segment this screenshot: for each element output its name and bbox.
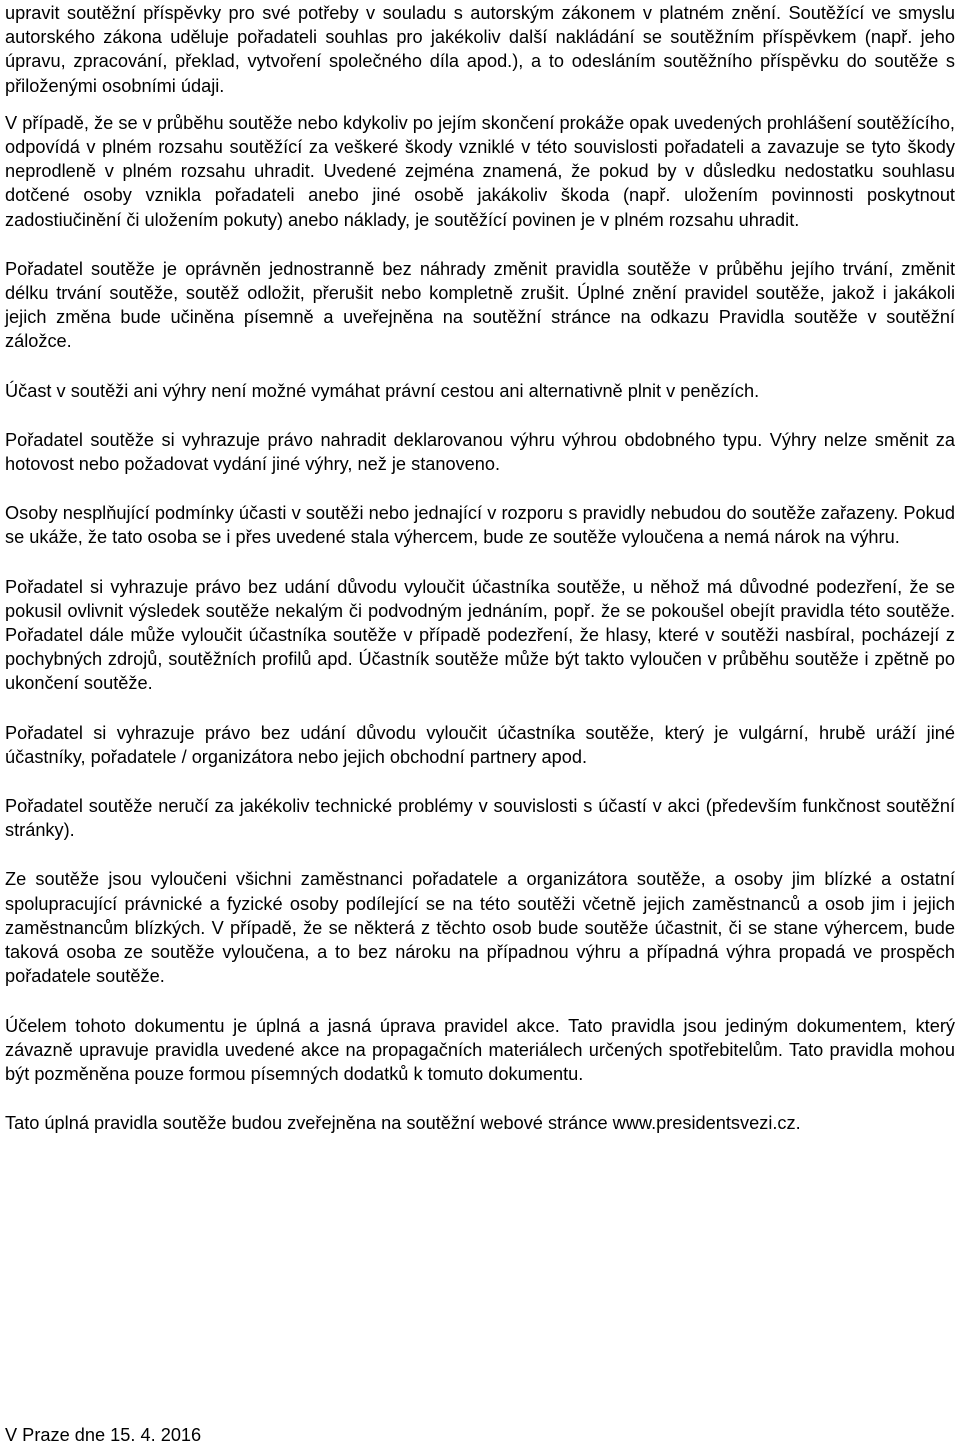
- paragraph-technical-problems: Pořadatel soutěže neručí za jakékoliv technické problémy v souvislosti s účastí v akci (především funkčnost soutěžní stránky).: [5, 796, 955, 841]
- paragraph-exclusion-fraud: Pořadatel si vyhrazuje právo bez udání důvodu vyloučit účastníka soutěže, u něhož má důvodné podezření, že se pokusil ovlivnit výsledek soutěže nekalým či podvodným jednáním, popř. že se pokoušel obejít pravidla této soutěže. Pořadatel dále může vyloučit účastníka soutěže v případě podezření, že hlasy, které v soutěži nasbíral, pocházejí z pochybných zdrojů, soutěžních profilů apd. Účastník soutěže může být takto vyloučen v průběhu soutěže i zpětně po ukončení soutěže.: [5, 576, 955, 694]
- paragraph-prize-replacement: Pořadatel soutěže si vyhrazuje právo nahradit deklarovanou výhru výhrou obdobného typu. Výhry nelze směnit za hotovost nebo požadovat vydání jiné výhry, než je stanoveno.: [5, 429, 955, 475]
- paragraph-ineligible-persons: Osoby nesplňující podmínky účasti v soutěži nebo jednající v rozporu s pravidly nebudou do soutěže zařazeny. Pokud se ukáže, že tato osoba se i přes uvedené stala výhercem, bude ze soutěže vyloučena a nemá nárok na výhru.: [5, 503, 955, 548]
- paragraph-excluded-employees: Ze soutěže jsou vyloučeni všichni zaměstnanci pořadatele a organizátora soutěže, a osoby jim blízké a ostatní spolupracující právnické a fyzické osoby podílející se na této soutěži včetně jejich zaměstnanců a osob jim i jejich zaměstnancům blízkých. V případě, že se některá z těchto osob bude soutěže účastnit, či se stane výhercem, bude taková osoba ze soutěže vyloučena, a to bez nároku na případnou výhru a případná výhra propadá ve prospěch pořadatele soutěže.: [5, 869, 955, 987]
- paragraph-no-legal-claim: Účast v soutěži ani výhry není možné vymáhat právní cestou ani alternativně plnit v penězích.: [5, 380, 760, 401]
- paragraph-rules-change: Pořadatel soutěže je oprávněn jednostranně bez náhrady změnit pravidla soutěže v průběhu jejího trvání, změnit délku trvání soutěže, soutěž odložit, přerušit nebo kompletně zrušit. Úplné znění pravidel soutěže, jakož i jakákoli jejich změna bude učiněna písemně a uveřejněna na soutěžní stránce na odkazu Pravidla soutěže v soutěžní záložce.: [5, 258, 955, 352]
- paragraph-copyright-license: upravit soutěžní příspěvky pro své potřeby v souladu s autorským zákonem v platném znění. Soutěžící ve smyslu autorského zákona uděluje pořadateli souhlas pro jakékoliv další nakládání se soutěžním příspěvkem (např. jeho úpravu, zpracování, překlad, vytvoření společného díla apod.), a to odesláním soutěžního příspěvku do soutěže s přiloženými osobními údaji.: [5, 3, 955, 96]
- document-body: [5, 0, 955, 1135]
- paragraph-publication: Tato úplná pravidla soutěže budou zveřejněna na soutěžní webové stránce www.presidentsvezi.cz.: [5, 1113, 801, 1134]
- paragraph-liability: V případě, že se v průběhu soutěže nebo kdykoliv po jejím skončení prokáže opak uvedených prohlášení soutěžícího, odpovídá v plném rozsahu soutěžící za veškeré škody vzniklé v této souvislosti pořadateli a zavazuje se tyto škody neprodleně v plném rozsahu uhradit. Uvedené zejména znamená, že pokud by v důsledku nedostatku souhlasu dotčené osoby vznikla pořadateli anebo jiné osobě jakákoliv škoda (např. uložením povinnosti poskytnout zadostiučinění či uložením pokuty) anebo náklady, je soutěžící povinen je v plném rozsahu uhradit.: [5, 112, 955, 230]
- paragraph-exclusion-vulgar: Pořadatel si vyhrazuje právo bez udání důvodu vyloučit účastníka soutěže, který je vulgární, hrubě uráží jiné účastníky, pořadatele / organizátora nebo jejich obchodní partnery apod.: [5, 722, 955, 767]
- paragraph-document-purpose: Účelem tohoto dokumentu je úplná a jasná úprava pravidel akce. Tato pravidla jsou jediným dokumentem, který závazně upravuje pravidla uvedené akce na propagačních materiálech určených spotřebitelům. Tato pravidla mohou být pozměněna pouze formou písemných dodatků k tomuto dokumentu.: [5, 1015, 955, 1084]
- document-date-footer: V Praze dne 15. 4. 2016: [5, 1425, 202, 1445]
